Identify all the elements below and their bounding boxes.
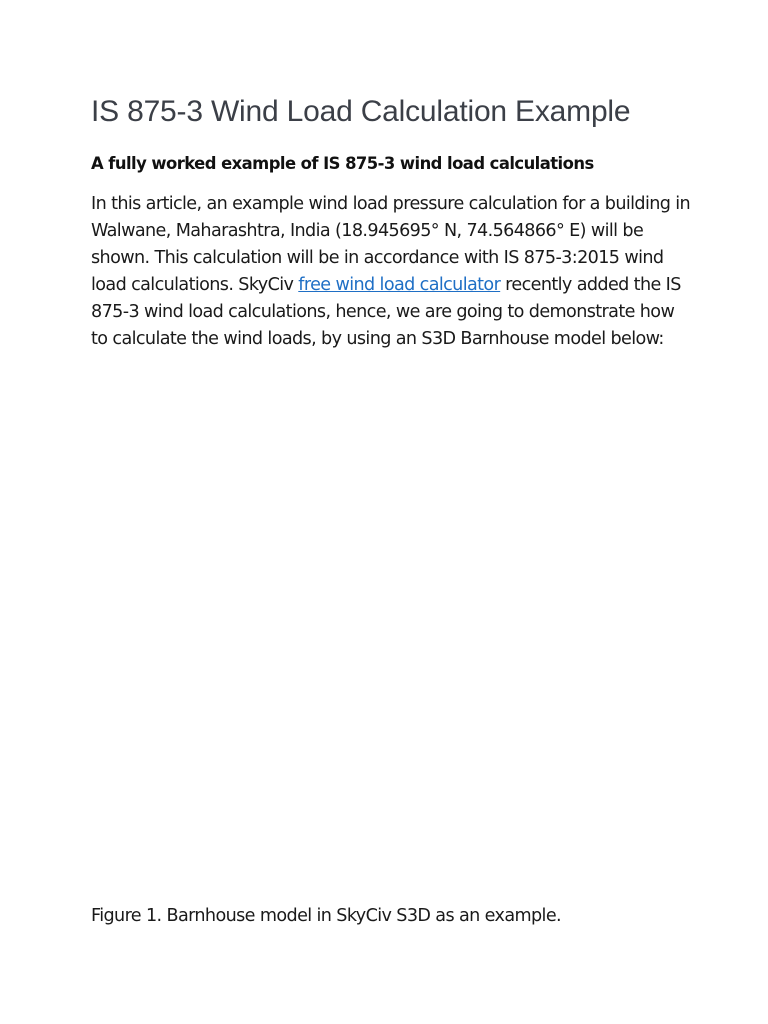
page-subtitle: A fully worked example of IS 875-3 wind load calculations — [91, 154, 594, 173]
wind-load-calculator-link[interactable]: free wind load calculator — [298, 275, 501, 295]
figure-placeholder — [91, 370, 677, 890]
intro-text-before-link: In this article, an example wind load pressure calculation for a building in Walwane, Maharashtra, India (18.945695° N, 74.564866° E) will be shown. This calculation will be in accordance with IS 875-3:2015 wind load calculations. SkyCiv — [91, 194, 691, 295]
figure-caption: Figure 1. Barnhouse model in SkyCiv S3D as an example. — [91, 906, 561, 926]
intro-paragraph — [91, 191, 691, 353]
intro-text-after-link: recently added the IS 875-3 wind load calculations, hence, we are going to demonstrate how to calculate the wind loads, by using an S3D Barnhouse model below: — [91, 275, 681, 349]
page-title: IS 875-3 Wind Load Calculation Example — [91, 95, 631, 128]
